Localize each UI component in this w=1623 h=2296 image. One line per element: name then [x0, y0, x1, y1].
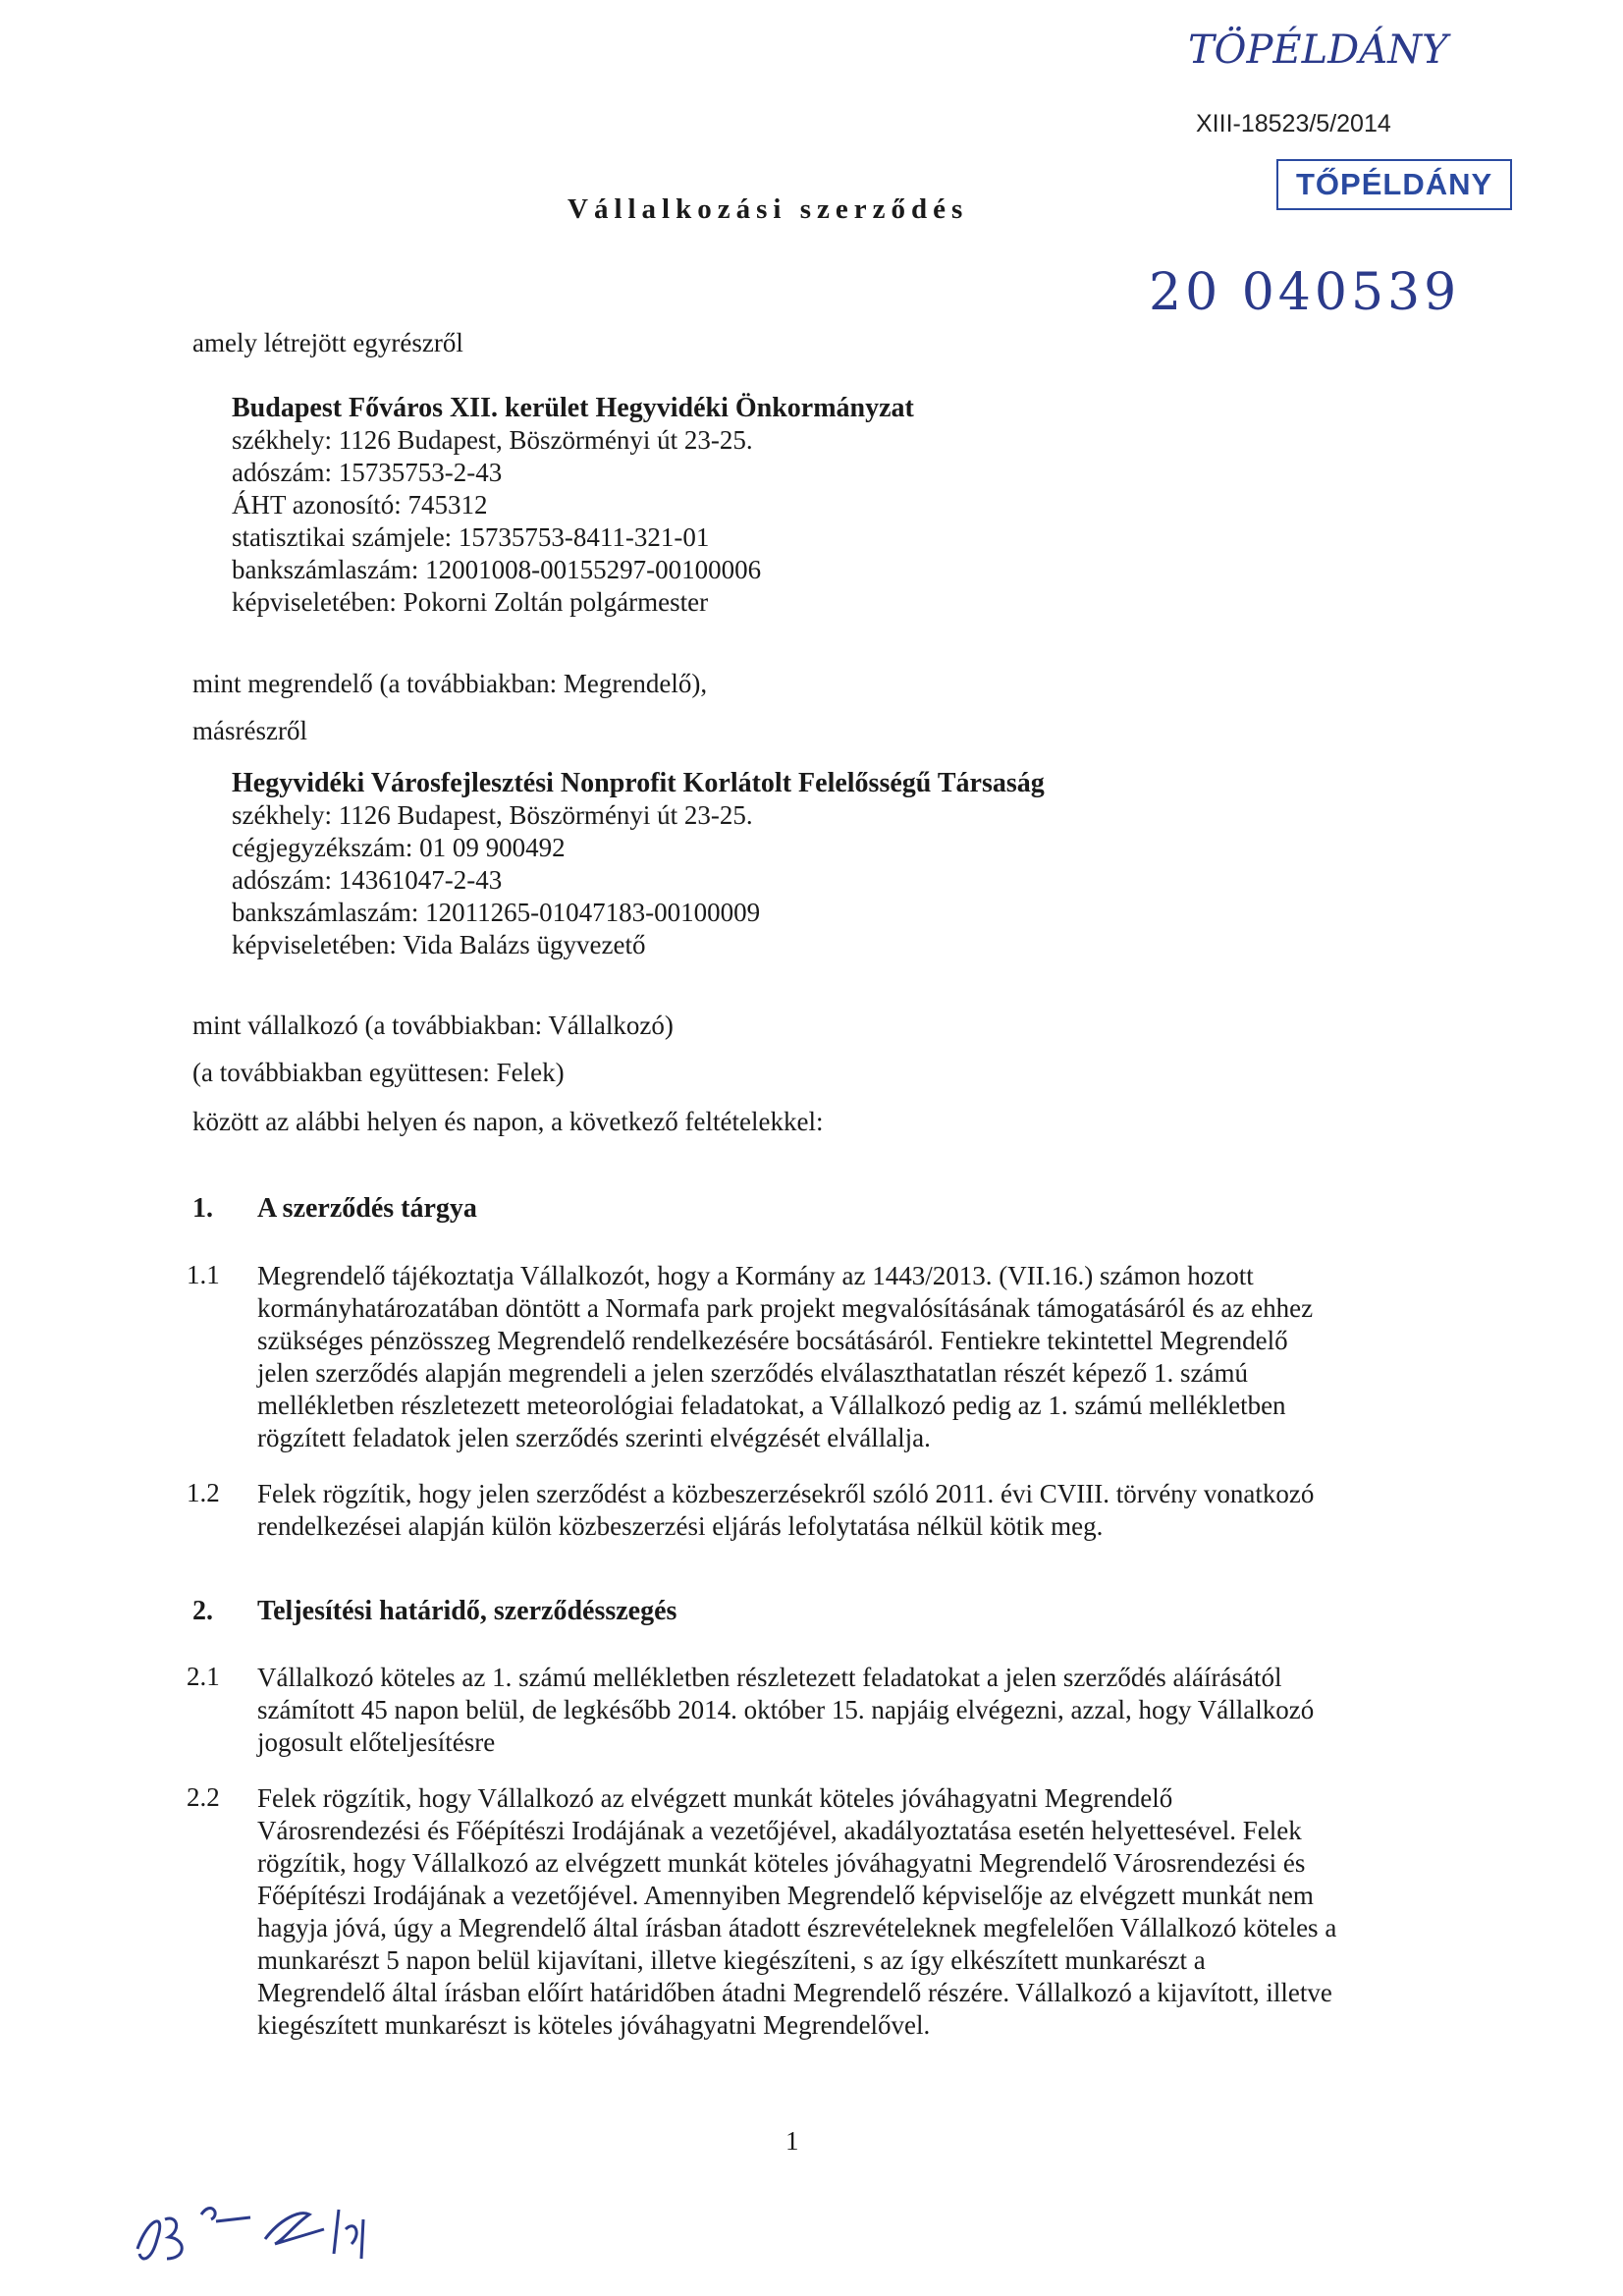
signature-initials: [128, 2160, 383, 2283]
clause-line: számított 45 napon belül, de legkésőbb 2014. október 15. napjáig elvégezni, azzal, hogy Vállalkozó: [257, 1695, 1315, 1724]
party-1-line: adószám: 15735753-2-43: [232, 458, 503, 487]
clause-number: 1.1: [187, 1260, 220, 1289]
party-2-line: székhely: 1126 Budapest, Böszörményi út 23-25.: [232, 800, 753, 830]
clause-number: 1.2: [187, 1478, 220, 1507]
party-1-role: mint megrendelő (a továbbiakban: Megrendelő),: [192, 669, 708, 698]
clause-line: Vállalkozó köteles az 1. számú mellékletben részletezett feladatokat a jelen szerződés aláírásától: [257, 1663, 1282, 1692]
party-1-line: statisztikai számjele: 15735753-8411-321-01: [232, 522, 710, 552]
clause-number: 2.2: [187, 1782, 220, 1812]
section-number: 1.: [192, 1193, 213, 1224]
clause-line: szükséges pénzösszeg Megrendelő rendelkezésére bocsátásáról. Fentiekre tekintettel Megrendelő: [257, 1326, 1288, 1355]
handwritten-number: 20 040539: [1149, 263, 1461, 322]
clause-text: [257, 1260, 1499, 1454]
conditions-text: között az alábbi helyen és napon, a következő feltételekkel:: [192, 1107, 824, 1136]
clause-line: Főépítészi Irodájának a vezetőjével. Amennyiben Megrendelő képviselője az elvégzett munkát nem: [257, 1881, 1314, 1910]
clause-line: hagyja jóvá, úgy a Megrendelő által írásban átadott észrevételeknek megfelelően Vállalkozó köteles a: [257, 1913, 1337, 1942]
clause-line: kormányhatározatában döntött a Normafa park projekt megvalósításának támogatásáról és az ehhez: [257, 1293, 1314, 1323]
handwritten-top-note: TÖPÉLDÁNY: [1188, 27, 1448, 73]
reference-number: XIII-18523/5/2014: [1196, 110, 1391, 137]
section-title: Teljesítési határidő, szerződésszegés: [257, 1596, 677, 1626]
party-2-line: képviseletében: Vida Balázs ügyvezető: [232, 930, 646, 959]
party-1-line: székhely: 1126 Budapest, Böszörményi út 23-25.: [232, 425, 753, 455]
clause-line: Megrendelő által írásban előírt határidőben átadni Megrendelő részére. Vállalkozó a kijavított, illetve: [257, 1978, 1332, 2007]
clause-line: rögzített feladatok jelen szerződés szerinti elvégzését elvállalja.: [257, 1423, 931, 1452]
section-number: 2.: [192, 1596, 213, 1626]
clause-text: [257, 1782, 1499, 2042]
party-2-line: bankszámlaszám: 12011265-01047183-00100009: [232, 898, 761, 927]
party-2-line: cégjegyzékszám: 01 09 900492: [232, 833, 566, 862]
original-copy-stamp: TŐPÉLDÁNY: [1276, 159, 1512, 210]
clause-line: rögzítik, hogy Vállalkozó az elvégzett munkát köteles jóváhagyatni Megrendelő Városrendezési és: [257, 1848, 1306, 1878]
party-2-line: adószám: 14361047-2-43: [232, 865, 503, 895]
clause-line: kiegészített munkarészt is köteles jóváhagyatni Megrendelővel.: [257, 2010, 931, 2040]
clause-text: [257, 1662, 1499, 1759]
section-title: A szerződés tárgya: [257, 1193, 477, 1224]
party-2-role: mint vállalkozó (a továbbiakban: Vállalkozó): [192, 1011, 674, 1040]
together-text: (a továbbiakban együttesen: Felek): [192, 1058, 565, 1087]
party-1-line: ÁHT azonosító: 745312: [232, 490, 488, 519]
party-2-block: [232, 768, 1045, 961]
clause-line: jelen szerződés alapján megrendeli a jelen szerződés elválaszthatatlan részét képező 1. számú: [257, 1358, 1248, 1388]
clause-line: Felek rögzítik, hogy jelen szerződést a közbeszerzésekről szóló 2011. évi CVIII. törvény vonatkozó: [257, 1479, 1315, 1508]
clause-number: 2.1: [187, 1662, 220, 1691]
other-side-text: másrészről: [192, 716, 307, 745]
handwritten-initials-signature: [128, 2160, 383, 2278]
clause-line: Városrendezési és Főépítészi Irodájának a vezetőjével, akadályoztatása esetén helyettesével. Felek: [257, 1816, 1302, 1845]
page-number: 1: [785, 2126, 799, 2156]
clause-text: [257, 1478, 1499, 1543]
clause-line: rendelkezései alapján külön közbeszerzési eljárás lefolytatása nélkül kötik meg.: [257, 1511, 1104, 1541]
party-1-block: [232, 393, 914, 619]
clause-line: jogosult előteljesítésre: [257, 1727, 496, 1757]
party-1-line: képviseletében: Pokorni Zoltán polgármester: [232, 587, 709, 617]
clause-line: munkarészt 5 napon belül kijavítani, illetve kiegészíteni, s az így elkészített munkarészt a: [257, 1945, 1206, 1975]
party-1-name: Budapest Főváros XII. kerület Hegyvidéki Önkormányzat: [232, 393, 914, 423]
clause-line: Megrendelő tájékoztatja Vállalkozót, hogy a Kormány az 1443/2013. (VII.16.) számon hozott: [257, 1261, 1254, 1290]
intro-text: amely létrejött egyrészről: [192, 328, 463, 357]
initials-text: [0, 0, 1, 1]
document-title: Vállalkozási szerződés: [568, 193, 969, 225]
clause-line: mellékletben részletezett meteorológiai feladatokat, a Vállalkozó pedig az 1. számú mellékletben: [257, 1391, 1286, 1420]
party-1-line: bankszámlaszám: 12001008-00155297-00100006: [232, 555, 762, 584]
clause-line: Felek rögzítik, hogy Vállalkozó az elvégzett munkát köteles jóváhagyatni Megrendelő: [257, 1783, 1173, 1813]
party-2-name: Hegyvidéki Városfejlesztési Nonprofit Korlátolt Felelősségű Társaság: [232, 768, 1045, 798]
